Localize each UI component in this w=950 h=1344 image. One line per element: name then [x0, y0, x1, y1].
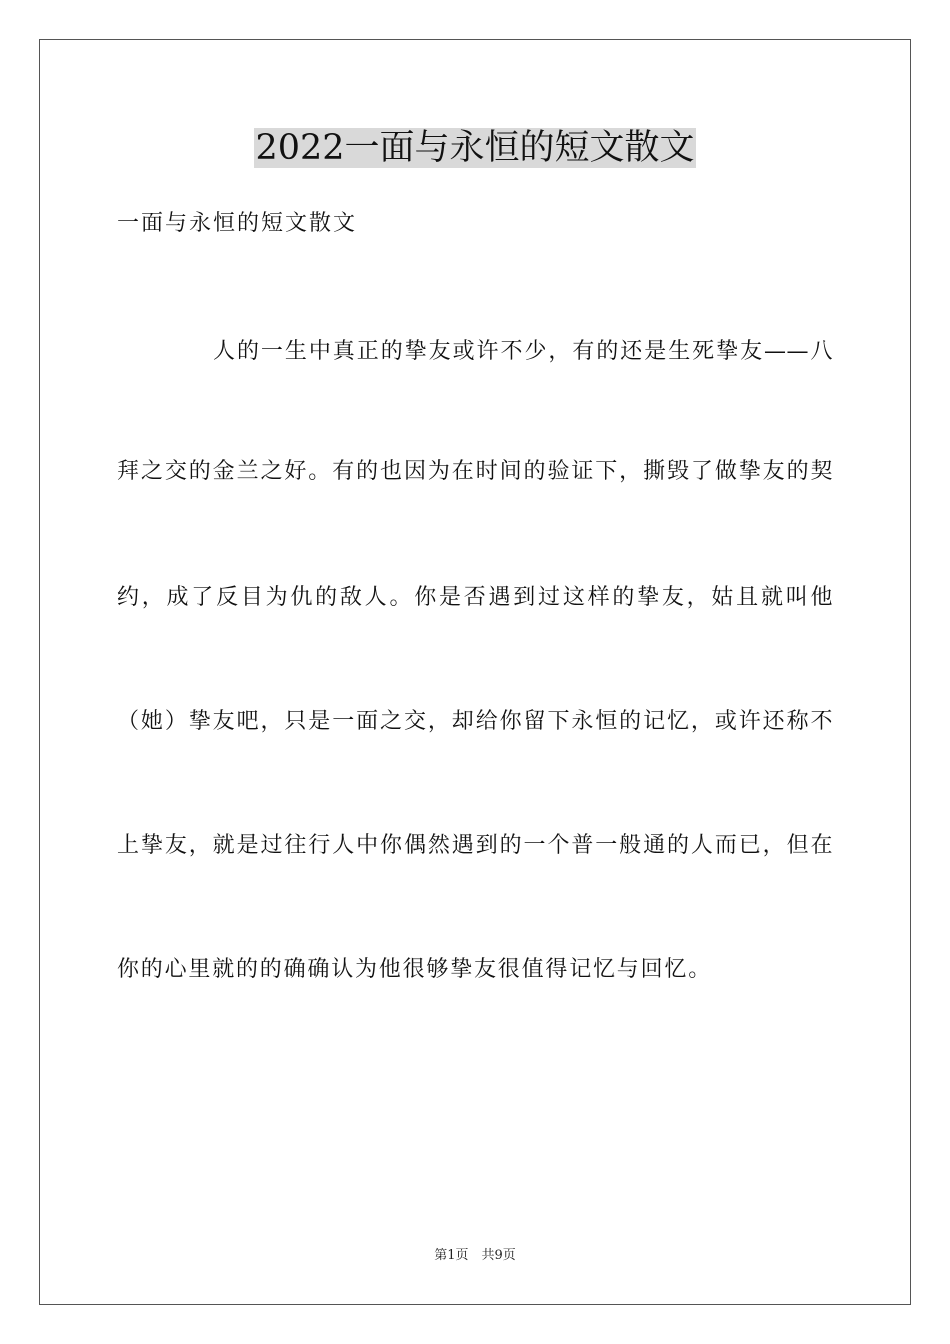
document-title [0, 124, 950, 172]
body-line-6: 你的心里就的的确确认为他很够挚友很值得记忆与回忆。 [117, 957, 713, 982]
document-title-text: 2022一面与永恒的短文散文 [255, 128, 695, 168]
body-line-4: （她）挚友吧，只是一面之交，却给你留下永恒的记忆，或许还称不 [117, 709, 833, 734]
body-line-5: 上挚友，就是过往行人中你偶然遇到的一个普一般通的人而已，但在 [117, 833, 833, 858]
body-line-3: 约，成了反目为仇的敌人。你是否遇到过这样的挚友，姑且就叫他 [117, 585, 833, 610]
document-subtitle: 一面与永恒的短文散文 [117, 211, 358, 236]
page-number-footer: 第1页 共9页 [434, 1248, 516, 1263]
body-line-1: 人的一生中真正的挚友或许不少，有的还是生死挚友——八 [213, 339, 833, 364]
body-line-2: 拜之交的金兰之好。有的也因为在时间的验证下，撕毁了做挚友的契 [117, 459, 833, 484]
